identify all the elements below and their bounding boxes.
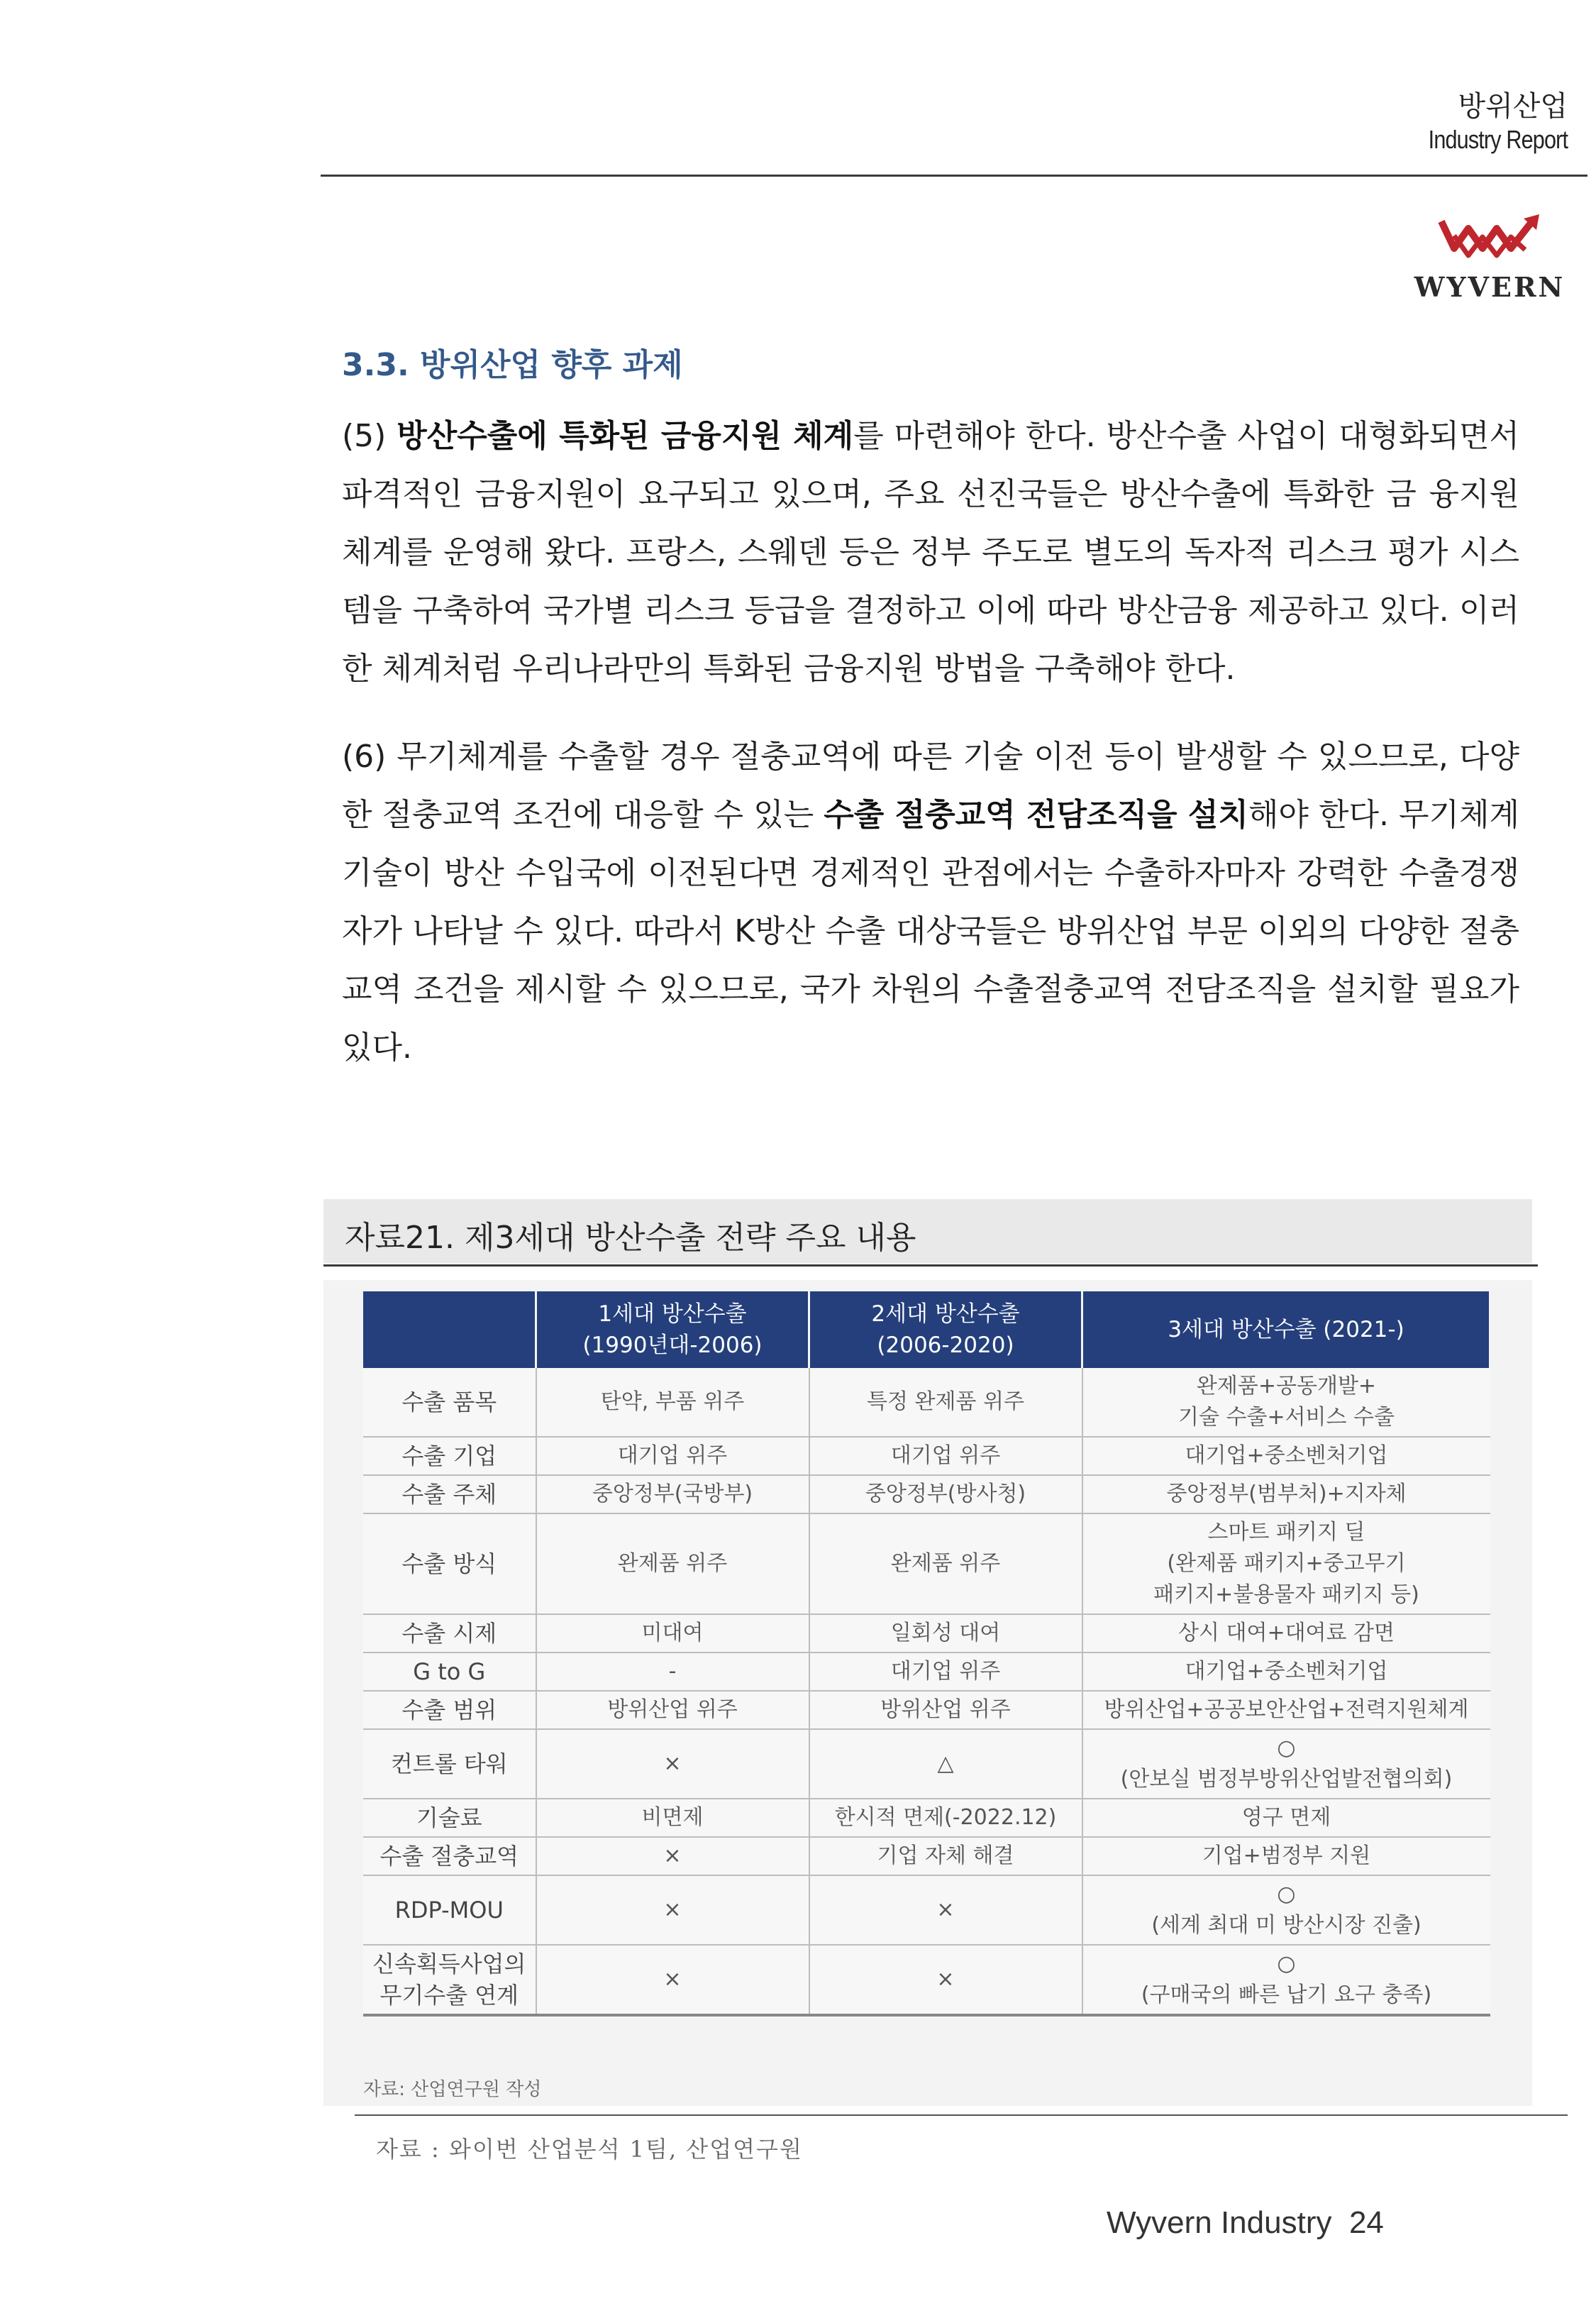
cell-gen2: 방위산업 위주 — [809, 1691, 1082, 1729]
paragraph-6-emphasis: 수출 절충교역 전담조직을 설치 — [824, 797, 1248, 833]
header-gen2-line1: 2세대 방산수출 — [871, 1301, 1020, 1327]
header-gen1-line2: (1990년대-2006) — [582, 1333, 763, 1358]
cell-gen1: 미대여 — [536, 1614, 809, 1653]
cell-gen1: 방위산업 위주 — [536, 1691, 809, 1729]
source-divider — [355, 2114, 1568, 2116]
paragraph-5-prefix: (5) — [342, 418, 397, 454]
cell-gen1: × — [536, 1837, 809, 1875]
cell-gen3 — [1082, 1437, 1490, 1475]
cell-gen3-line: 스마트 패키지 딜 — [1207, 1520, 1365, 1545]
row-label: 기술료 — [363, 1799, 536, 1837]
cell-gen3-line: 영구 면제 — [1241, 1805, 1331, 1830]
table-row — [363, 1653, 1490, 1691]
table-row — [363, 1799, 1490, 1837]
row-label: 수출 주체 — [363, 1475, 536, 1513]
cell-gen3-line: (안보실 범정부방위산업발전협의회) — [1120, 1767, 1453, 1792]
row-label: 수출 기업 — [363, 1437, 536, 1475]
cell-gen3 — [1082, 1729, 1490, 1799]
table-header-gen1 — [536, 1291, 809, 1368]
cell-gen3 — [1082, 1691, 1490, 1729]
table-header-gen2 — [809, 1291, 1082, 1368]
table-source-note: 자료: 산업연구원 작성 — [363, 2079, 542, 2100]
cell-gen3-line: (완제품 패키지+중고무기 — [1167, 1551, 1406, 1576]
logo-wordmark: WYVERN — [1414, 271, 1565, 303]
cell-gen3-line: 중앙정부(범부처)+지자체 — [1166, 1482, 1407, 1506]
row-label: 신속획득사업의 무기수출 연계 — [363, 1945, 536, 2015]
header-gen3-line1: 3세대 방산수출 (2021-) — [1168, 1317, 1404, 1342]
report-type: Industry Report — [1428, 125, 1568, 154]
cell-gen2: 완제품 위주 — [809, 1513, 1082, 1614]
table-row — [363, 1437, 1490, 1475]
paragraph-5-body: 를 마련해야 한다. 방산수출 사업이 대형화되면서 파격적인 금융지원이 요구되고 있으며, 주요 선진국들은 방산수출에 특화한 금 융지원체계를 운영해 왔다. 프랑스, 스웨덴 등은 정부 주도로 별도의 독자적 리스크 평가 시스템을 구축하여 국가별 리스크 등급을 결정하고 이에 따라 방산금융 제공하고 있다. 이러한 체계처럼 우리나라만의 특화된 금융지원 방법을 구축해야 한다. — [342, 418, 1520, 687]
cell-gen3-line: 기술 수출+서비스 수출 — [1177, 1405, 1395, 1430]
cell-gen3-line: 기업+범정부 지원 — [1202, 1843, 1371, 1868]
paragraph-5 — [342, 407, 1519, 698]
row-label: G to G — [363, 1653, 536, 1691]
cell-gen1: - — [536, 1653, 809, 1691]
table-header-gen3 — [1082, 1291, 1490, 1368]
cell-gen3-line: 방위산업+공공보안산업+전력지원체계 — [1104, 1697, 1469, 1722]
cell-gen3-line: ○ — [1277, 1882, 1296, 1907]
wyvern-logo — [1412, 206, 1568, 305]
cell-gen2: 중앙정부(방사청) — [809, 1475, 1082, 1513]
cell-gen2: 한시적 면제(-2022.12) — [809, 1799, 1082, 1837]
row-label: 수출 방식 — [363, 1513, 536, 1614]
cell-gen1: 탄약, 부품 위주 — [536, 1368, 809, 1437]
row-label: 수출 절충교역 — [363, 1837, 536, 1875]
cell-gen1: 대기업 위주 — [536, 1437, 809, 1475]
cell-gen3-line: (구매국의 빠른 납기 요구 충족) — [1141, 1982, 1432, 2007]
footer-brand: Wyvern Industry — [1107, 2205, 1332, 2240]
cell-gen3-line: 패키지+불용물자 패키지 등) — [1153, 1582, 1419, 1607]
cell-gen1: × — [536, 1945, 809, 2015]
strategy-table — [363, 1291, 1491, 2017]
cell-gen3 — [1082, 1368, 1490, 1437]
header-gen1-line1: 1세대 방산수출 — [598, 1301, 747, 1327]
header-divider — [321, 175, 1587, 177]
cell-gen2: 일회성 대여 — [809, 1614, 1082, 1653]
cell-gen2: 대기업 위주 — [809, 1437, 1082, 1475]
cell-gen1: 중앙정부(국방부) — [536, 1475, 809, 1513]
cell-gen2: × — [809, 1945, 1082, 2015]
row-label: 수출 품목 — [363, 1368, 536, 1437]
table-row — [363, 1513, 1490, 1614]
cell-gen3-line: 대기업+중소벤처기업 — [1185, 1659, 1388, 1684]
figure-title: 자료21. 제3세대 방산수출 전략 주요 내용 — [345, 1220, 916, 1256]
section-title: 3.3. 방위산업 향후 과제 — [342, 347, 683, 383]
header-gen2-line2: (2006-2020) — [877, 1333, 1014, 1358]
row-label: 컨트롤 타워 — [363, 1729, 536, 1799]
cell-gen3 — [1082, 1875, 1490, 1945]
table-header-blank — [363, 1291, 536, 1368]
cell-gen1: × — [536, 1875, 809, 1945]
row-label: 수출 범위 — [363, 1691, 536, 1729]
paragraph-5-emphasis: 방산수출에 특화된 금융지원 체계 — [397, 418, 854, 454]
paragraph-6-body: 해야 한다. 무기체계 기술이 방산 수입국에 이전된다면 경제적인 관점에서는 수출하자마자 강력한 수출경쟁자가 나타날 수 있다. 따라서 K방산 수출 대상국들은 방위산업 부문 이외의 다양한 절충교역 조건을 제시할 수 있으므로, 국가 차원의 수출절충교역 전담조직을 설치할 필요가 있다. — [342, 797, 1519, 1066]
cell-gen3 — [1082, 1653, 1490, 1691]
cell-gen3-line: ○ — [1277, 1736, 1296, 1760]
cell-gen3 — [1082, 1614, 1490, 1653]
row-label: RDP-MOU — [363, 1875, 536, 1945]
cell-gen2: × — [809, 1875, 1082, 1945]
cell-gen3 — [1082, 1475, 1490, 1513]
page-number: 24 — [1348, 2205, 1384, 2240]
table-row — [363, 1691, 1490, 1729]
table-row — [363, 1729, 1490, 1799]
cell-gen2: 대기업 위주 — [809, 1653, 1082, 1691]
report-category: 방위산업 — [1458, 90, 1568, 123]
wyvern-logo-icon — [1412, 206, 1568, 270]
row-label: 수출 시제 — [363, 1614, 536, 1653]
cell-gen1: 완제품 위주 — [536, 1513, 809, 1614]
table-row — [363, 1614, 1490, 1653]
cell-gen2: 특정 완제품 위주 — [809, 1368, 1082, 1437]
cell-gen2: 기업 자체 해결 — [809, 1837, 1082, 1875]
table-body — [363, 1368, 1490, 2015]
cell-gen3-line: ○ — [1277, 1951, 1296, 1976]
cell-gen3-line: 대기업+중소벤처기업 — [1185, 1443, 1388, 1468]
cell-gen2: △ — [809, 1729, 1082, 1799]
source-citation: 자료 : 와이번 산업분석 1팀, 산업연구원 — [376, 2136, 803, 2163]
table-row — [363, 1475, 1490, 1513]
strategy-table-figure — [323, 1280, 1532, 2106]
cell-gen3 — [1082, 1799, 1490, 1837]
cell-gen3-line: 완제품+공동개발+ — [1196, 1374, 1377, 1399]
cell-gen3 — [1082, 1837, 1490, 1875]
cell-gen3-line: 상시 대여+대여료 감면 — [1177, 1621, 1395, 1645]
cell-gen1: 비면제 — [536, 1799, 809, 1837]
cell-gen3 — [1082, 1945, 1490, 2015]
cell-gen3 — [1082, 1513, 1490, 1614]
paragraph-6-prefix: (6) 무기체계를 수출할 경우 절충교역에 따른 기술 이전 등이 발생할 수 있으므로, 다양한 절충교역 조건에 대응할 수 있는 — [342, 739, 1519, 833]
table-row — [363, 1945, 1490, 2015]
cell-gen3-line: (세계 최대 미 방산시장 진출) — [1151, 1913, 1422, 1938]
table-header-row — [363, 1291, 1490, 1368]
cell-gen1: × — [536, 1729, 809, 1799]
table-row — [363, 1875, 1490, 1945]
table-row — [363, 1837, 1490, 1875]
paragraph-6 — [342, 728, 1519, 1077]
table-row — [363, 1368, 1490, 1437]
page-footer — [1107, 2205, 1384, 2241]
figure-divider — [323, 1264, 1538, 1267]
